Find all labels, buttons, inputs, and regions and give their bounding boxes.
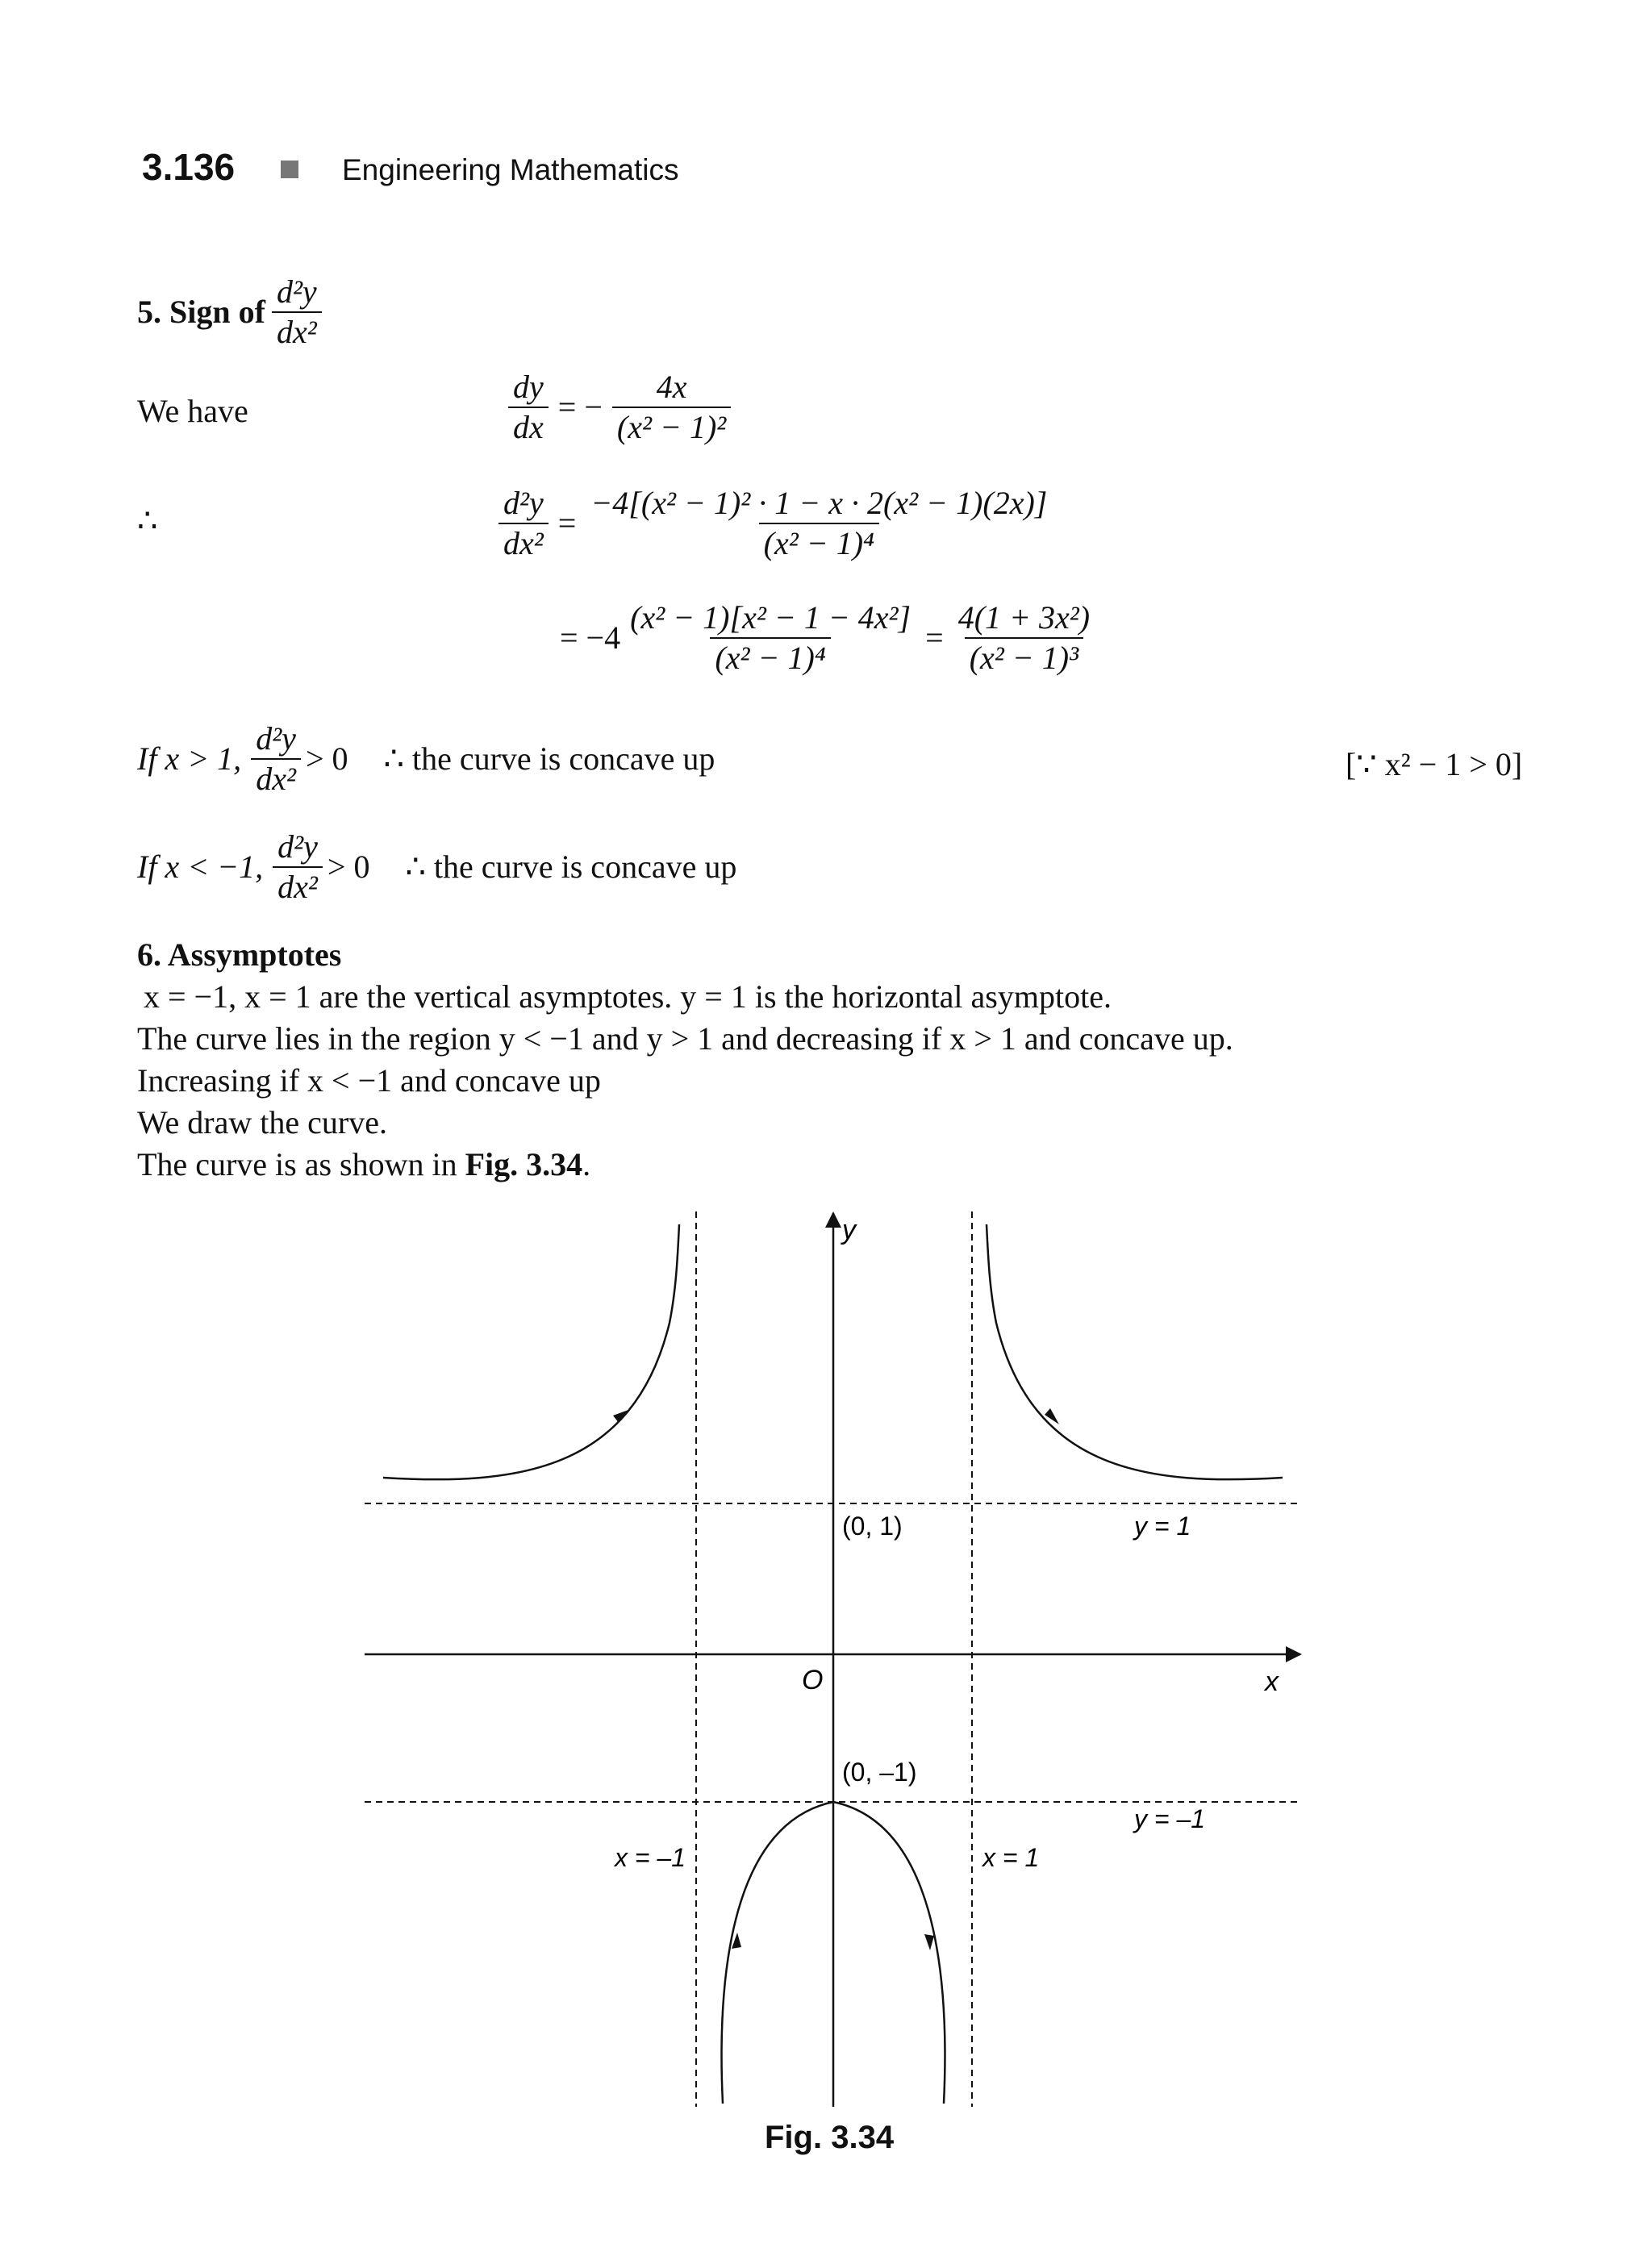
eq3-relation-2: = bbox=[925, 619, 944, 656]
fraction-denominator: (x² − 1)⁴ bbox=[710, 637, 830, 674]
fraction-denominator: dx² bbox=[273, 866, 323, 903]
fraction-denominator: (x² − 1)³ bbox=[965, 637, 1083, 674]
curve-branch-left-top bbox=[383, 1224, 679, 1479]
page-number: 3.136 bbox=[142, 146, 236, 188]
eq3-relation: = −4 bbox=[560, 619, 621, 656]
eq1-rhs bbox=[612, 371, 731, 444]
curve-branch-right-top bbox=[987, 1224, 1283, 1479]
equation-simplified bbox=[560, 599, 1095, 676]
eq2-lhs bbox=[499, 487, 549, 560]
curve-plot bbox=[355, 1202, 1323, 2121]
case1-reason: [∵ x² − 1 > 0] bbox=[1345, 746, 1523, 782]
asymptote-label-x-1: x = 1 bbox=[982, 1843, 1040, 1872]
direction-arrow-middle-right bbox=[924, 1934, 934, 1950]
case-x-less-minus1 bbox=[137, 828, 737, 905]
fraction-denominator: dx² bbox=[251, 758, 301, 795]
case1-relation: > 0 bbox=[305, 740, 348, 777]
section6-line-2: The curve lies in the region y < −1 and y > 1 and decreasing if x > 1 and concave up. bbox=[137, 1020, 1233, 1057]
section5-heading-fraction bbox=[272, 273, 322, 350]
section6-heading: 6. Assymptotes bbox=[137, 936, 342, 973]
equation-second-derivative bbox=[499, 487, 1052, 560]
figure-reference: Fig. 3.34 bbox=[465, 1146, 583, 1182]
figure-3-34 bbox=[355, 1202, 1323, 2121]
eq1-lhs bbox=[508, 371, 549, 444]
case2-fraction bbox=[273, 828, 323, 905]
point-label-top: (0, 1) bbox=[842, 1512, 903, 1541]
section6-line-3: Increasing if x < −1 and concave up bbox=[137, 1062, 601, 1099]
fraction-denominator: (x² − 1)⁴ bbox=[759, 523, 879, 560]
asymptote-label-y-1: y = 1 bbox=[1134, 1512, 1191, 1541]
equation-first-derivative bbox=[508, 371, 731, 444]
fraction-denominator: dx bbox=[508, 407, 549, 444]
fraction-numerator: 4(1 + 3x²) bbox=[957, 599, 1091, 636]
section6-line-1: x = −1, x = 1 are the vertical asymptotes. y = 1 is the horizontal asymptote. bbox=[144, 978, 1112, 1015]
eq3-fraction-2 bbox=[953, 599, 1095, 676]
point-label-bottom: (0, –1) bbox=[842, 1758, 917, 1787]
fraction-denominator: dx² bbox=[272, 311, 322, 348]
origin-label: O bbox=[802, 1665, 824, 1695]
eq3-fraction-1 bbox=[625, 599, 916, 676]
fraction-numerator: (x² − 1)[x² − 1 − 4x²] bbox=[630, 599, 912, 636]
fraction-denominator: (x² − 1)² bbox=[612, 407, 731, 444]
case2-prefix: If x < −1, bbox=[137, 849, 264, 885]
section5-heading bbox=[137, 273, 322, 350]
case1-fraction bbox=[251, 720, 301, 797]
eq2-relation: = bbox=[557, 505, 577, 541]
fraction-numerator: 4x bbox=[656, 369, 687, 405]
fraction-numerator: dy bbox=[513, 369, 544, 405]
case1-conclusion: ∴ the curve is concave up bbox=[383, 740, 715, 777]
figure-caption: Fig. 3.34 bbox=[765, 2120, 895, 2155]
fraction-numerator: d²y bbox=[276, 273, 317, 310]
eq2-rhs bbox=[586, 487, 1052, 560]
fraction-numerator: d²y bbox=[277, 828, 318, 865]
we-have-label: We have bbox=[137, 393, 248, 429]
case2-relation: > 0 bbox=[327, 849, 370, 885]
eq1-relation: = − bbox=[557, 389, 603, 425]
fraction-numerator: −4[(x² − 1)² · 1 − x · 2(x² − 1)(2x)] bbox=[590, 485, 1048, 521]
fraction-denominator: dx² bbox=[499, 523, 549, 560]
header-square-icon bbox=[281, 161, 298, 178]
section6-line-5 bbox=[137, 1145, 590, 1184]
case2-conclusion: ∴ the curve is concave up bbox=[405, 849, 737, 885]
line5-suffix: . bbox=[582, 1146, 591, 1182]
y-axis-label: y bbox=[842, 1215, 856, 1245]
x-axis-label: x bbox=[1265, 1666, 1279, 1697]
fraction-numerator: d²y bbox=[503, 485, 544, 521]
asymptote-label-y-minus-1: y = –1 bbox=[1134, 1804, 1206, 1833]
section6-line-4: We draw the curve. bbox=[137, 1104, 387, 1141]
book-title: Engineering Mathematics bbox=[342, 153, 679, 186]
therefore-symbol: ∴ bbox=[137, 502, 158, 539]
asymptote-label-x-minus-1: x = –1 bbox=[614, 1843, 686, 1872]
case1-prefix: If x > 1, bbox=[137, 740, 242, 777]
case-x-greater-1 bbox=[137, 720, 715, 797]
section5-heading-prefix: 5. Sign of bbox=[137, 294, 265, 330]
fraction-numerator: d²y bbox=[256, 720, 296, 757]
line5-prefix: The curve is as shown in bbox=[137, 1146, 465, 1182]
